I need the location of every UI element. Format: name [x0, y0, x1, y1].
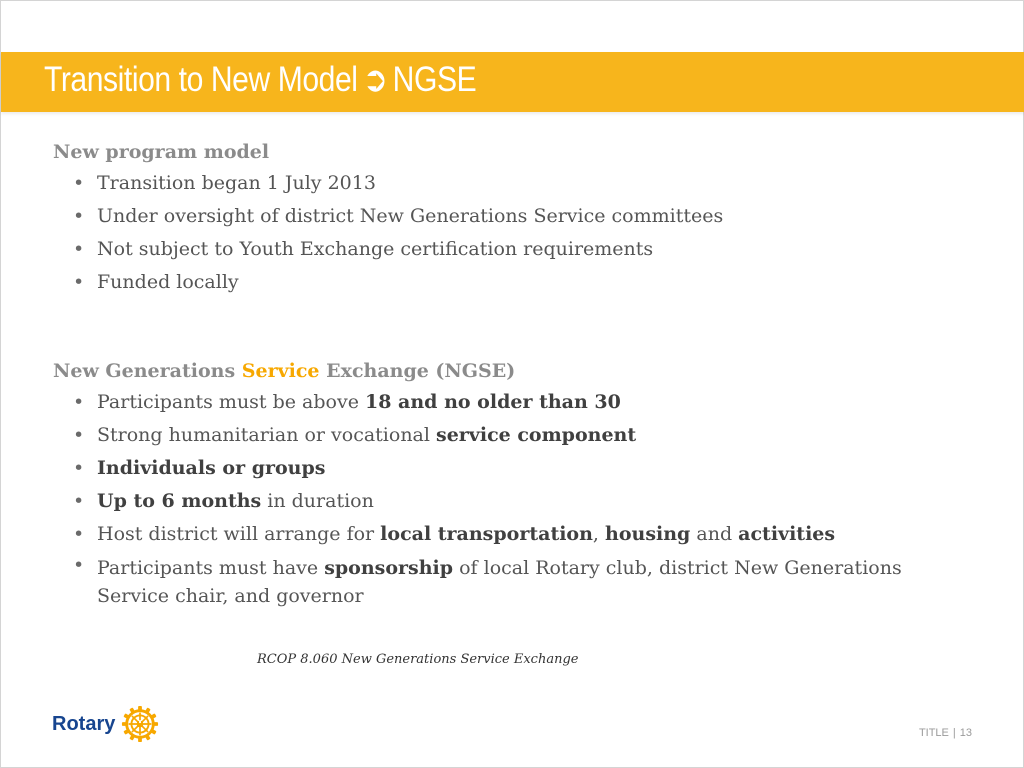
list-item: • Under oversight of district New Generations Service committees [53, 200, 973, 233]
body-text: Strong humanitarian or vocational [97, 424, 437, 446]
title-main: Transition to New Model [44, 60, 358, 99]
reference-citation: RCOP 8.060 New Generations Service Exchange [257, 652, 579, 667]
emphasis-text: Individuals or groups [97, 457, 326, 479]
emphasis-text: 18 and no older than 30 [365, 391, 621, 413]
list-item: • Transition began 1 July 2013 [53, 167, 973, 200]
body-text: , [592, 523, 606, 545]
emphasis-text: sponsorship [324, 557, 454, 579]
heading-text: Exchange (NGSE) [319, 360, 516, 382]
list-item: • Funded locally [53, 266, 973, 299]
footer-separator: | [952, 727, 956, 739]
list-item: • Not subject to Youth Exchange certification requirements [53, 233, 973, 266]
rotary-wheel-icon [121, 705, 159, 743]
rotary-logo [52, 705, 159, 743]
body-text: Host district will arrange for [97, 523, 381, 545]
arrow-icon: ➲ [362, 60, 388, 99]
slide-content [53, 137, 973, 610]
footer-label: TITLE [918, 727, 949, 739]
list-item [53, 419, 973, 452]
heading-text: New Generations [53, 360, 242, 382]
list-item [53, 485, 973, 518]
list-item [53, 452, 973, 485]
emphasis-text: local transportation [380, 523, 593, 545]
body-text: Participants must be above [97, 391, 365, 413]
body-text: in duration [261, 490, 374, 512]
bullet-list-ngse [53, 386, 973, 610]
section-heading-program: New program model [53, 141, 270, 163]
emphasis-text: activities [738, 523, 836, 545]
bullet-list-program [53, 167, 973, 299]
body-text: of local Rotary club, district New Generations Service chair, and governor [97, 557, 902, 607]
logo-wordmark: Rotary [52, 712, 116, 735]
body-text: and [690, 523, 739, 545]
list-item [53, 386, 973, 419]
title-suffix: NGSE [392, 60, 477, 99]
emphasis-text: housing [605, 523, 691, 545]
emphasis-text: Up to 6 months [97, 490, 262, 512]
slide-footer [919, 727, 972, 739]
list-item [53, 551, 973, 610]
page-number: 13 [959, 727, 972, 739]
title-band [1, 52, 1024, 112]
body-text: Participants must have [97, 557, 325, 579]
slide-title [44, 60, 476, 100]
section-heading-ngse [53, 356, 973, 386]
list-item [53, 518, 973, 551]
spacer [53, 299, 973, 356]
heading-accent: Service [241, 360, 320, 382]
emphasis-text: service component [436, 424, 637, 446]
